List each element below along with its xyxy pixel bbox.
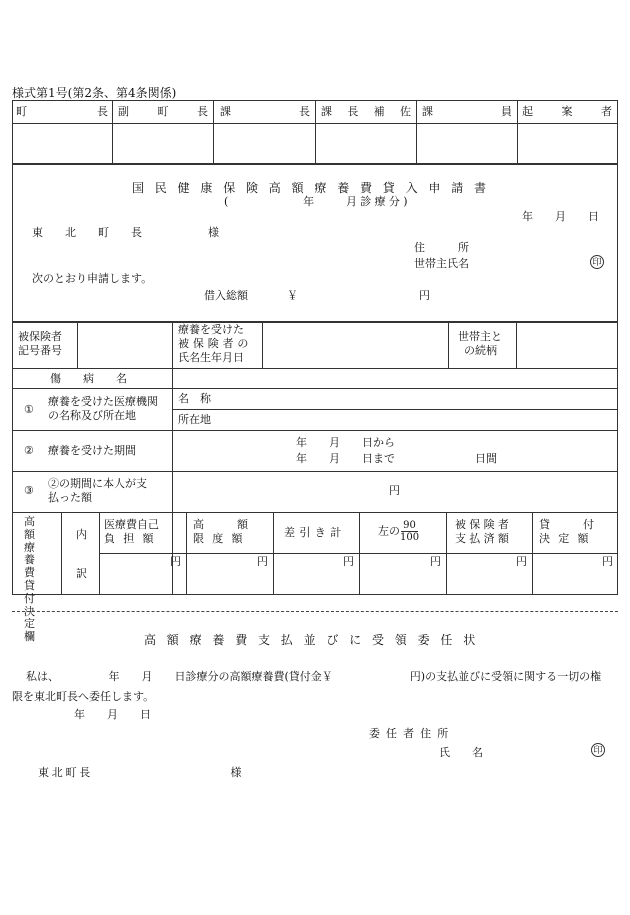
- approval-mayor: 町 長: [16, 105, 108, 118]
- delegation-date: 年 月 日: [74, 708, 151, 721]
- request-text: 次のとおり申請します。: [32, 272, 153, 285]
- col-insured-paid: 被保険者 支払済額: [455, 518, 513, 545]
- col-limit: 高 額 限度額: [193, 518, 251, 545]
- paid-label: ②の期間に本人が支 払った額: [48, 477, 147, 504]
- approval-section-chief: 課 長: [220, 105, 310, 118]
- delegation-body-line2: 限を東北町長へ委任します。: [12, 690, 155, 703]
- address-label: 住 所: [414, 241, 469, 254]
- form-title: 国民健康保険高額療養費貸入申請書: [132, 181, 497, 195]
- institution-name-label: 名 称: [178, 392, 211, 405]
- cut-line: [12, 611, 618, 612]
- period-number: ②: [24, 444, 34, 457]
- institution-label: 療養を受けた医療機関 の名称及び所在地: [48, 395, 158, 422]
- period-label: 療養を受けた期間: [48, 444, 136, 457]
- col-loan-amount: 貸 付 決定額: [539, 518, 597, 545]
- delegation-body-line1: 私は、 年 月 日診療分の高額療養費(貸付金￥ 円)の支払並びに受領に関する一切の権: [26, 670, 602, 683]
- unit-col2: 円: [257, 555, 268, 568]
- unit-col6: 円: [602, 555, 613, 568]
- loan-total-yen-mark: ￥: [287, 289, 298, 302]
- unit-col3: 円: [343, 555, 354, 568]
- delegation-title: 高額療養費支払並びに受領委任状: [144, 633, 487, 647]
- approval-deputy-mayor: 副 町 長: [118, 105, 208, 118]
- breakdown-label-top: 内: [76, 528, 87, 541]
- delegation-seal-icon: 印: [591, 743, 605, 757]
- form-subtitle: ( 年 月診療分): [224, 195, 411, 208]
- addressee: 東 北 町 長 様: [32, 226, 219, 239]
- proxy-address-label: 委任者住所: [369, 727, 455, 740]
- approval-assistant-chief: 課 長 補 佐: [321, 105, 411, 118]
- institution-number: ①: [24, 403, 34, 416]
- injury-label: 傷 病 名: [50, 372, 127, 385]
- form-number: 様式第1号(第2条、第4条関係): [12, 86, 177, 100]
- loan-total-unit: 円: [419, 289, 430, 302]
- col-ninety-percent: 左の $\frac{90}{100}$: [378, 520, 420, 543]
- insured-number-label: 被保険者 記号番号: [18, 330, 62, 357]
- unit-col5: 円: [516, 555, 527, 568]
- approval-drafter: 起 案 者: [522, 105, 612, 118]
- col-difference: 差引き計: [284, 526, 346, 539]
- paid-unit: 円: [389, 484, 400, 497]
- householder-label: 世帯主氏名: [414, 257, 469, 270]
- period-days: 日間: [475, 452, 497, 465]
- insured-name-label: 療養を受けた 被保険者の 氏名生年月日: [178, 323, 253, 364]
- delegation-addressee: 東北町長 様: [38, 766, 245, 779]
- application-date: 年 月 日: [522, 210, 599, 223]
- seal-icon: 印: [590, 255, 604, 269]
- period-from: 年 月 日から: [296, 436, 395, 449]
- proxy-name-label: 氏 名: [439, 746, 483, 759]
- loan-total-label: 借入総額: [204, 289, 248, 302]
- unit-col1: 円: [170, 555, 181, 568]
- institution-location-label: 所在地: [178, 413, 211, 426]
- relation-label: 世帯主と の続柄: [458, 330, 502, 357]
- unit-col4: 円: [430, 555, 441, 568]
- loan-decision-vertical-label: 高額療養費貸付決定欄: [24, 515, 35, 644]
- breakdown-label-bottom: 訳: [76, 567, 87, 580]
- approval-staff: 課 員: [422, 105, 512, 118]
- period-to: 年 月 日まで: [296, 452, 395, 465]
- paid-number: ③: [24, 484, 34, 497]
- col-self-pay: 医療費自己 負担額: [104, 518, 162, 545]
